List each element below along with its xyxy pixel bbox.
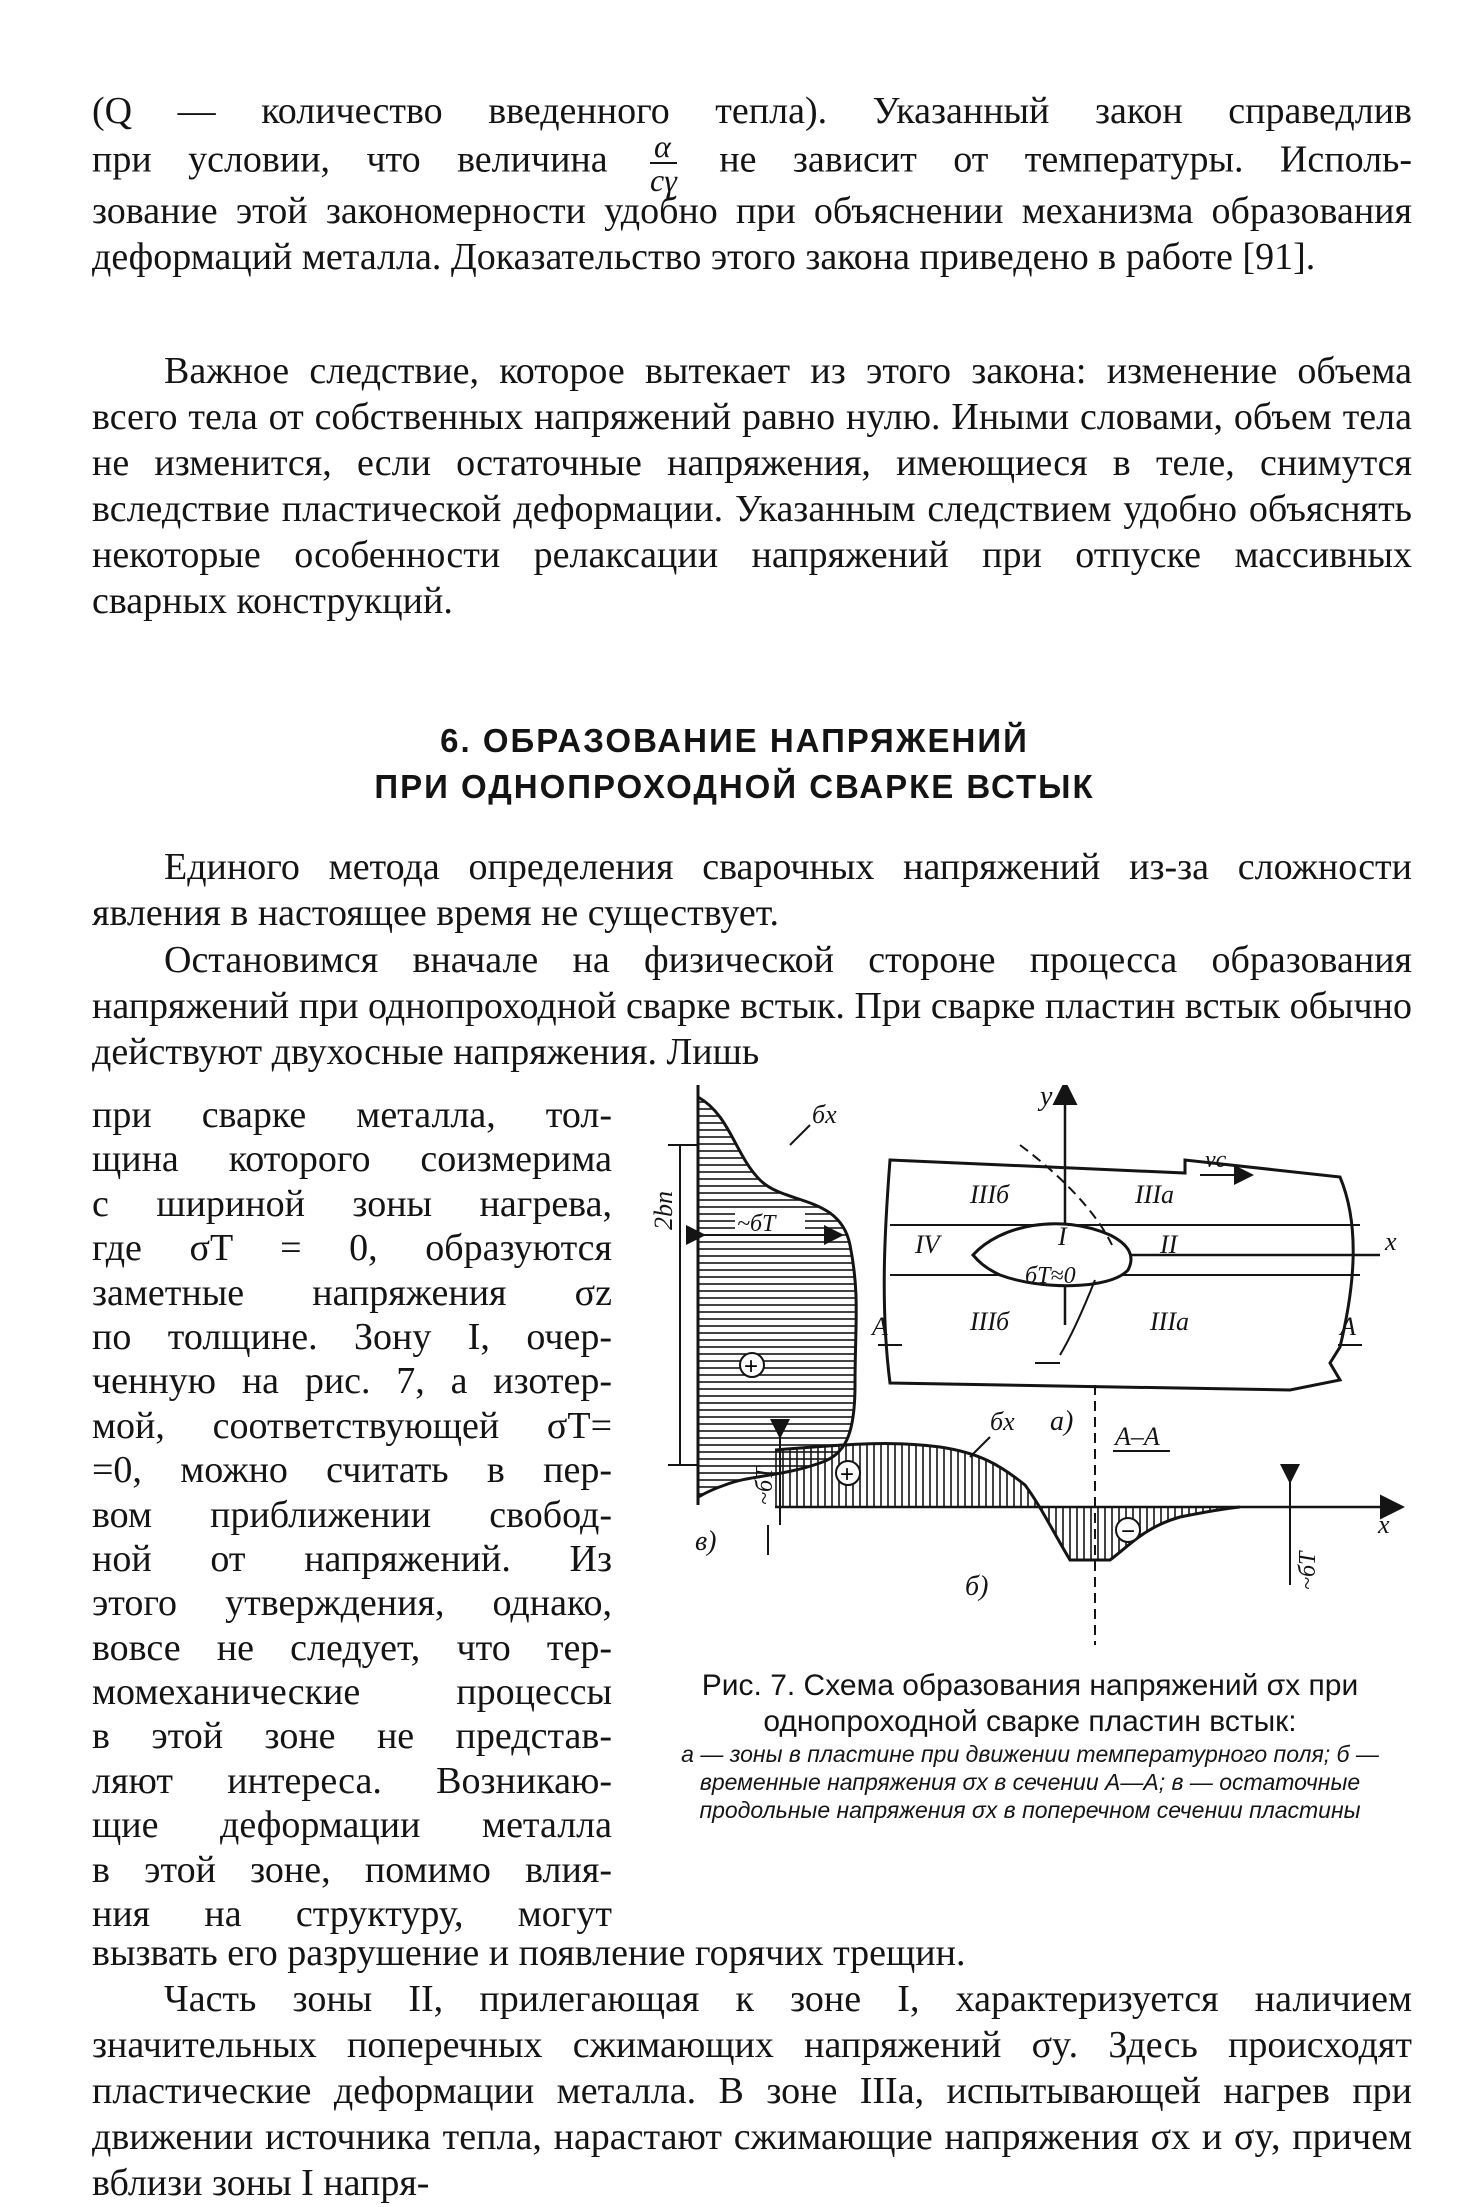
wrap-line: заметные напряжения σz (92, 1271, 612, 1314)
wrap-line: по толщине. Зону I, очер- (92, 1315, 612, 1358)
figure-7-svg (640, 1085, 1420, 1655)
caption-text: а — зоны в пластине при движении температурного поля; б — временные напряжения σx в сечении А—А; в — остаточные продольные напряжения σx в поперечном сечении пластины (681, 1741, 1379, 1823)
v-sigma-x-leader (790, 1125, 810, 1145)
fraction-denominator: cγ (650, 162, 677, 198)
paragraph-3-text: Единого метода определения сварочных напряжений из-за сложности явления в настоящее время не существует. (92, 846, 1412, 934)
paragraph-top-rest: зование этой закономерности удобно при объяснении механизма образования деформаций металла. Доказательство этого закона приведено в работе [91]. (92, 190, 1412, 278)
caption-title: Рис. 7. Схема образования напряжений σx при однопроходной сварке пластин встык: (701, 1669, 1359, 1738)
wrap-line: этого утверждения, однако, (92, 1582, 612, 1625)
after-wrap-line: вызвать его разрушение и появление горячих трещин. (92, 1932, 966, 1974)
wrap-line: щина которого соизмерима (92, 1138, 612, 1181)
wrap-line: =0, можно считать в пер- (92, 1449, 612, 1492)
wrap-line: в этой зоне, помимо влия- (92, 1848, 612, 1891)
b-sigma-t-right-label: ~бT (1295, 1551, 1321, 1590)
paragraph-top (92, 88, 1412, 280)
b-sigma-t-left-label: ~бT (752, 1466, 778, 1505)
y-axis-label: y (1040, 1085, 1053, 1112)
b-x-axis-label: x (1378, 1510, 1390, 1539)
wrap-line: щие деформации металла (92, 1804, 612, 1847)
wrap-line: мой, соответствующей σT= (92, 1404, 612, 1447)
section-A-left-label: A (872, 1312, 888, 1341)
wrap-line: при сварке металла, тол- (92, 1094, 612, 1136)
paragraph-2-text: Важное следствие, которое вытекает из этого закона: изменение объема всего тела от собственных напряжений равно нулю. Иными словами, объем тела не изменится, если остаточные напряжения, имеющиеся в теле, снимутся вследствие пластической деформации. Указанным следствием удобно объяснять некоторые особенности релаксации напряжений при отпуске массивных сварных конструкций. (92, 350, 1412, 622)
paragraph-4 (92, 937, 1412, 1075)
wrap-line: ченную на рис. 7, а изотер- (92, 1360, 612, 1403)
b-sigma-x-leader (970, 1437, 990, 1457)
paragraph-top-line2-start: при условии, что величина (92, 138, 608, 181)
v-sigma-x-label: бx (812, 1100, 837, 1129)
paragraph-top-line1: (Q — количество введенного тепла). Указанный закон справедлив (92, 90, 1412, 132)
subfigure-a-label: а) (1050, 1406, 1074, 1437)
fraction-numerator: α (650, 130, 677, 164)
section-title-line2: ПРИ ОДНОПРОХОДНОЙ СВАРКЕ ВСТЫК (374, 768, 1095, 805)
zone-IIIa-top-label: IIIa (1135, 1180, 1174, 1209)
v-2b-label: 2bп (649, 1191, 678, 1230)
wrap-line: момеханические процессы (92, 1671, 612, 1714)
zone-IIIa-bottom-label: IIIa (1150, 1307, 1189, 1336)
paragraph-2 (92, 348, 1412, 624)
wrap-line: где σT = 0, образуются (92, 1227, 612, 1270)
v-sigma-t-label: ~бT (737, 1211, 776, 1237)
alpha-over-c-gamma-fraction (650, 130, 677, 196)
text-after-figure (92, 1930, 1412, 2206)
figure-caption (650, 1668, 1410, 1824)
x-axis-label: x (1385, 1227, 1397, 1256)
v-subfigure-label: в) (695, 1526, 717, 1557)
wrap-line: ной от напряжений. Из (92, 1537, 612, 1580)
vc-label: vc (1205, 1147, 1227, 1173)
wrap-line: вовсе не следует, что тер- (92, 1626, 612, 1669)
figure-7-diagram (640, 1085, 1420, 1655)
paragraph-3 (92, 844, 1412, 936)
b-tension-fill (775, 1444, 1040, 1507)
b-sigma-x-label: бx (990, 1407, 1015, 1436)
v-stress-profile-fill (698, 1097, 856, 1497)
zone-I-label: I (1058, 1222, 1067, 1251)
paragraph-top-line2 (92, 130, 1412, 196)
zone-IIIb-top-label: IIIб (970, 1180, 1010, 1209)
wrap-line: с шириной зоны нагрева, (92, 1182, 612, 1225)
zone-IV-label: IV (915, 1230, 940, 1259)
section-A-right-label: A (1340, 1312, 1356, 1341)
subfigure-b-label: б) (965, 1571, 989, 1602)
section-AA-label: A–A (1115, 1422, 1160, 1451)
b-minus-sign: − (1121, 1518, 1136, 1545)
zone-II-label: II (1160, 1230, 1178, 1259)
section-title-line1: 6. ОБРАЗОВАНИЕ НАПРЯЖЕНИЙ (440, 722, 1029, 759)
b-plus-sign: + (840, 1461, 855, 1488)
paragraph-5: Часть зоны II, прилегающая к зоне I, характеризуется наличием значительных поперечных сжимающих напряжений σy. Здесь происходят пластические деформации металла. В зоне IIIa, испытывающей нагрев при движении источника тепла, нарастают сжимающие напряжения σx и σy, причем вблизи зоны I напря- (92, 1978, 1412, 2204)
paragraph-top-line2-end: не зависит от температуры. Исполь- (719, 138, 1413, 181)
wrap-line: ляют интереса. Возникаю- (92, 1759, 612, 1802)
paragraph-4-text: Остановимся вначале на физической стороне процесса образования напряжений при однопроходной сварке встык. При сварке пластин встык обычно действуют двухосные напряжения. Лишь (92, 939, 1412, 1073)
v-plus-sign: + (744, 1353, 759, 1380)
isotherm-label: бT≈0 (1025, 1263, 1076, 1289)
wrap-line: ния на структуру, могут (92, 1893, 612, 1936)
wrap-line: вом приближении свобод- (92, 1493, 612, 1536)
zone-IIIb-bottom-label: IIIб (970, 1307, 1010, 1336)
wrapped-text-column (92, 1093, 612, 1936)
wrap-line: в этой зоне не представ- (92, 1715, 612, 1758)
